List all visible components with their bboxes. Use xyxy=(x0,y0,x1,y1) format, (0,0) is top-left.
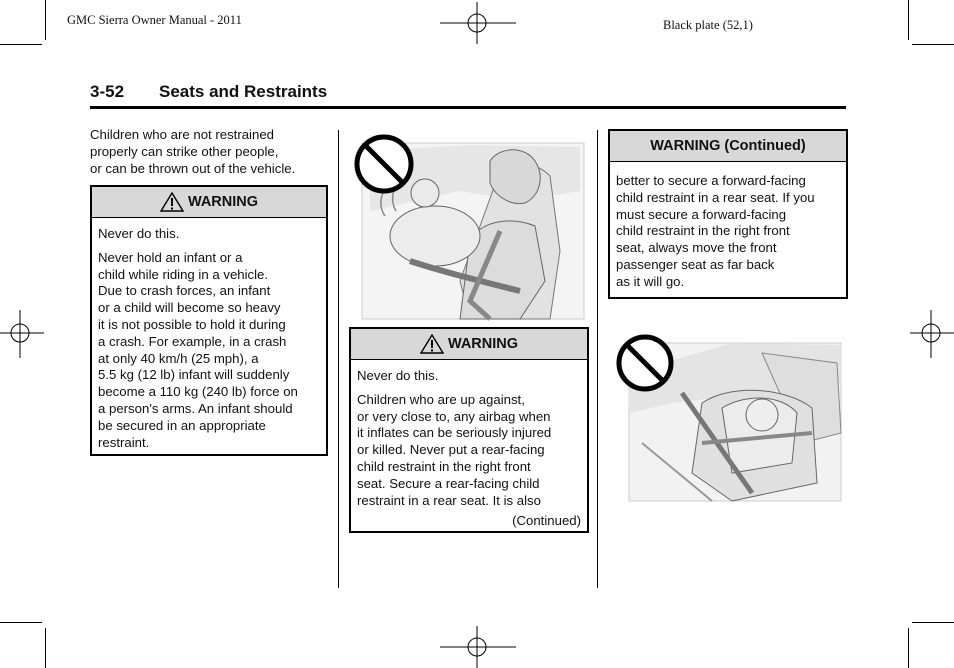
warning-text: Children who are up against, or very close to, any airbag when it inflates can be seriously injured or killed. Never put a rear-facing child restraint in the right front seat. Secure a rear-facing child restraint in a rear seat. It is also xyxy=(357,391,552,508)
warning-triangle-icon xyxy=(420,334,444,354)
registration-mark-right xyxy=(910,310,954,358)
page-number: 3-52 xyxy=(90,82,125,101)
manual-title: GMC Sierra Owner Manual - 2011 xyxy=(67,13,242,27)
registration-mark-top xyxy=(440,2,516,44)
warning-header xyxy=(92,187,326,218)
warning-text: Never hold an infant or a child while riding in a vehicle. Due to crash forces, an infant or a child will become so heavy it is not possible to hold it during a crash. For example, in a crash at only 40 km/h (25 mph), a 5.5 kg (12 lb) infant will suddenly become a 110 kg (240 lb) force on a person's arms. An infant should be secured in an appropriate restraint. xyxy=(98,249,298,450)
plate-label: Black plate (52,1) xyxy=(663,18,753,32)
page-header xyxy=(90,82,846,109)
warning-box-continued: WARNING (Continued) better to secure a forward-facing child restraint in a rear seat. If you must secure a forward-facing child restraint in the right front seat, always move the front passenger seat as far back as it will go. xyxy=(608,129,848,299)
registration-mark-bottom xyxy=(440,626,516,668)
warning-lead: Never do this. xyxy=(357,368,439,383)
warning-triangle-icon xyxy=(160,192,184,212)
continued-label: (Continued) xyxy=(512,513,581,529)
illustration-rear-facing-front-seat xyxy=(612,333,842,503)
section-title: Seats and Restraints xyxy=(159,82,328,101)
registration-mark-left xyxy=(0,310,44,358)
warning-header xyxy=(610,131,846,162)
illustration-holding-infant xyxy=(350,131,586,321)
warning-title: WARNING xyxy=(187,194,259,210)
warning-box-airbag xyxy=(349,327,589,533)
column-rule-2 xyxy=(597,130,598,588)
warning-box-infant xyxy=(90,185,328,456)
warning-header xyxy=(351,329,587,360)
warning-title: WARNING xyxy=(447,336,519,352)
column-rule-1 xyxy=(338,130,339,588)
intro-paragraph: Children who are not restrained properly can strike other people, or can be thrown out of the vehicle. xyxy=(90,127,296,176)
warning-lead: Never do this. xyxy=(98,226,180,241)
warning-title: WARNING (Continued) xyxy=(650,138,806,154)
